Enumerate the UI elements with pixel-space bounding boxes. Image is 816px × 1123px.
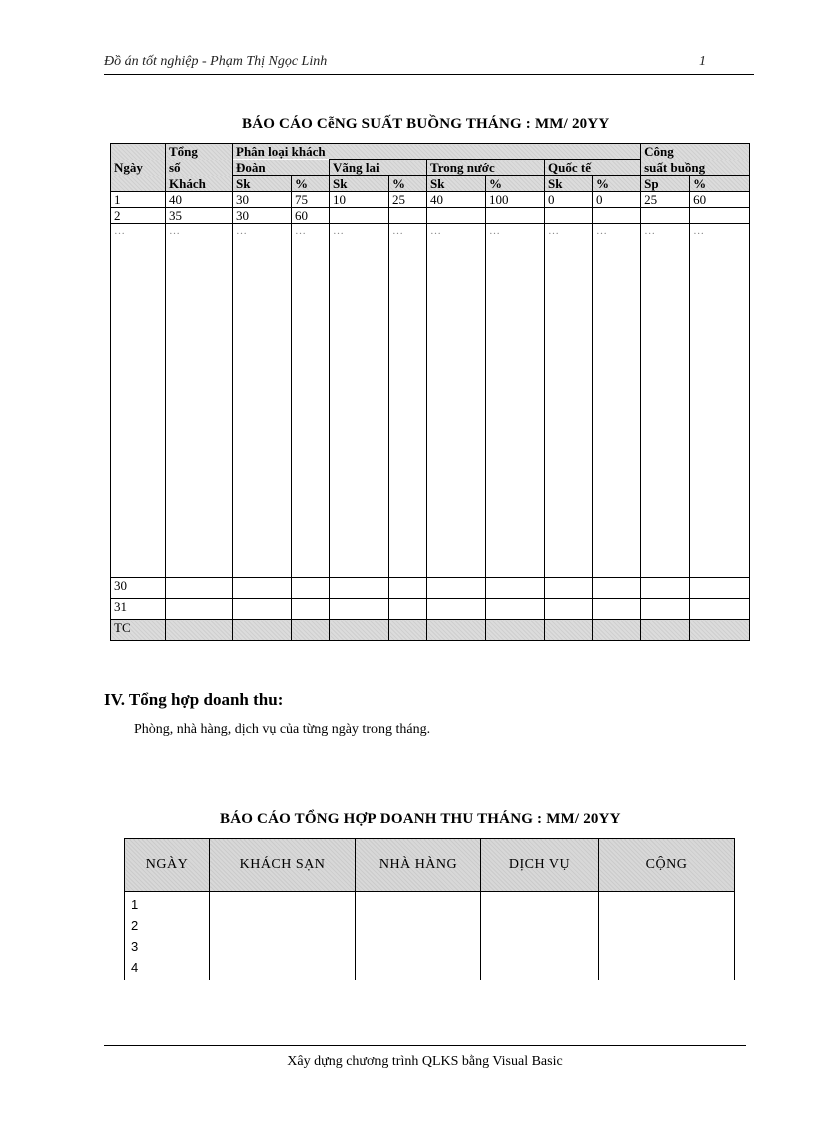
- cell: 40: [166, 192, 233, 208]
- cell: [690, 208, 750, 224]
- cell: [330, 208, 389, 224]
- h-tong-3: Khách: [166, 176, 233, 192]
- day-label: 1: [131, 897, 139, 912]
- total-label: TC: [111, 620, 166, 641]
- table-row: [111, 599, 750, 620]
- cell: 2: [111, 208, 166, 224]
- cell: 30: [233, 208, 292, 224]
- header-title: Đồ án tốt nghiệp - Phạm Thị Ngọc Linh: [104, 54, 328, 69]
- h-vanglai: Vãng lai: [330, 160, 427, 176]
- cell: 60: [292, 208, 330, 224]
- ellipsis-row: [111, 224, 750, 578]
- table-row: [111, 208, 750, 224]
- h-cong-2: suất buồng: [641, 160, 750, 176]
- day-label: 4: [131, 960, 139, 975]
- cell: [427, 208, 486, 224]
- report2-title: BÁO CÁO TỔNG HỢP DOANH THU THÁNG : MM/ 20YY: [220, 811, 621, 827]
- h-sk: Sk: [330, 176, 389, 192]
- page-footer: Xây dựng chương trình QLKS bằng Visual Basic: [287, 1054, 563, 1069]
- ellipsis: …: [330, 224, 389, 578]
- ellipsis: …: [690, 224, 750, 578]
- revenue-table: [124, 838, 735, 980]
- ellipsis: …: [427, 224, 486, 578]
- cell: 25: [641, 192, 690, 208]
- cell: 60: [690, 192, 750, 208]
- cell: 0: [545, 192, 593, 208]
- ellipsis: …: [545, 224, 593, 578]
- h-pct: %: [292, 176, 330, 192]
- ellipsis: …: [389, 224, 427, 578]
- h-cong-1: Công: [641, 144, 750, 160]
- section-text: Phòng, nhà hàng, dịch vụ của từng ngày trong tháng.: [134, 722, 431, 737]
- h-pct: %: [593, 176, 641, 192]
- table-row: [125, 892, 735, 981]
- ellipsis: …: [233, 224, 292, 578]
- report1-title: BÁO CÁO CễNG SUẤT BUỒNG THÁNG : MM/ 20YY: [242, 116, 610, 132]
- day-list: [125, 892, 210, 981]
- ellipsis: …: [593, 224, 641, 578]
- cell: 30: [233, 192, 292, 208]
- h-ngay: Ngày: [111, 160, 166, 176]
- table-row: [111, 192, 750, 208]
- footer-rule: [104, 1045, 746, 1046]
- col-ngay: NGÀY: [125, 839, 210, 892]
- cell: 100: [486, 192, 545, 208]
- h-ngay-top: [111, 144, 166, 160]
- ellipsis: …: [292, 224, 330, 578]
- h-quocte: Quốc tế: [545, 160, 641, 176]
- cell: [545, 208, 593, 224]
- h-ngay-bottom: [111, 176, 166, 192]
- cell: 1: [111, 192, 166, 208]
- cell: 25: [389, 192, 427, 208]
- h-pct: %: [690, 176, 750, 192]
- cell: 10: [330, 192, 389, 208]
- col-cong: CỘNG: [599, 839, 735, 892]
- cell: 40: [427, 192, 486, 208]
- table-row: [111, 578, 750, 599]
- h-pct: %: [389, 176, 427, 192]
- cell: 75: [292, 192, 330, 208]
- col-dichvu: DỊCH VỤ: [481, 839, 599, 892]
- page-number: 1: [699, 54, 706, 69]
- total-row: [111, 620, 750, 641]
- h-pct: %: [486, 176, 545, 192]
- h-tong-1: Tổng: [166, 144, 233, 160]
- ellipsis: …: [641, 224, 690, 578]
- row-30-label: 30: [111, 578, 166, 599]
- h-tong-2: số: [166, 160, 233, 176]
- cell: [486, 208, 545, 224]
- ellipsis: …: [111, 224, 166, 578]
- h-sk: Sk: [233, 176, 292, 192]
- room-capacity-table: [110, 143, 750, 641]
- day-label: 2: [131, 918, 139, 933]
- cell: [641, 208, 690, 224]
- day-label: 3: [131, 939, 139, 954]
- h-phanloai: Phân loại khách: [233, 144, 641, 160]
- ellipsis: …: [486, 224, 545, 578]
- h-sp: Sp: [641, 176, 690, 192]
- col-nhahang: NHÀ HÀNG: [356, 839, 481, 892]
- cell: [593, 208, 641, 224]
- page-header: [104, 54, 754, 75]
- h-trongnuoc: Trong nước: [427, 160, 545, 176]
- col-khachsan: KHÁCH SẠN: [210, 839, 356, 892]
- h-sk: Sk: [427, 176, 486, 192]
- ellipsis: …: [166, 224, 233, 578]
- section-heading: IV. Tổng hợp doanh thu:: [104, 690, 284, 709]
- cell: 35: [166, 208, 233, 224]
- cell: [389, 208, 427, 224]
- h-sk: Sk: [545, 176, 593, 192]
- row-31-label: 31: [111, 599, 166, 620]
- cell: 0: [593, 192, 641, 208]
- h-doan: Đoàn: [233, 160, 330, 176]
